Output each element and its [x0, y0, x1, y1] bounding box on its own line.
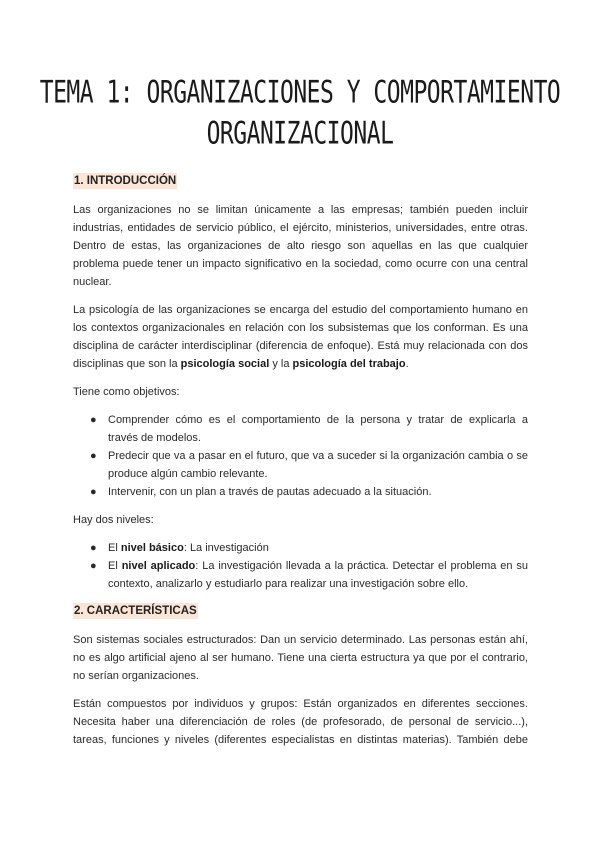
text-line	[108, 539, 528, 557]
bold-term-psicologia-social: psicología social	[180, 358, 270, 370]
text-line: Intervenir, con un plan a través de pautas adecuado a la situación.	[108, 486, 432, 498]
text-line: Están compuestos por individuos y grupos: Están organizados en diferentes secciones.	[73, 698, 528, 710]
list-item	[90, 447, 528, 483]
text-run: : La investigación	[183, 542, 269, 554]
text-line: Comprender cómo es el comportamiento de la persona y tratar de explicarla a	[108, 414, 528, 426]
text-line: no es algo artificial ajeno al ser humano. Tiene una cierta estructura ya que por el contrario,	[73, 652, 528, 664]
text-line: produce algún cambio relevante.	[108, 468, 268, 480]
text-run: El	[108, 560, 122, 572]
list-item	[90, 539, 528, 557]
section-heading-introduccion: 1. INTRODUCCIÓN	[74, 175, 177, 187]
text-run: .	[405, 358, 409, 370]
bullet-icon: ●	[90, 542, 97, 554]
text-line: no serían organizaciones.	[73, 670, 199, 682]
intro-paragraph-2	[73, 301, 528, 373]
bold-term-nivel-basico: nivel básico	[120, 542, 184, 554]
list-item	[90, 411, 528, 447]
text-line	[108, 557, 528, 575]
text-line: Dentro de estas, las organizaciones de alto riesgo son aquellas en las que cualquier	[73, 240, 528, 252]
text-line: través de modelos.	[108, 432, 201, 444]
characteristics-paragraph-2	[73, 695, 528, 749]
text-line: problema puede tener un impacto significativo en la sociedad, como ocurre con una central	[73, 258, 528, 270]
levels-label: Hay dos niveles:	[73, 514, 154, 526]
bullet-icon: ●	[90, 450, 97, 462]
text-line: disciplina de carácter interdisciplinar (diferencia de enfoque). Está muy relacionada con dos	[73, 340, 528, 352]
text-line: La psicología de las organizaciones se encarga del estudio del comportamiento humano en	[73, 304, 528, 316]
levels-list	[90, 539, 528, 593]
text-line: los contextos organizacionales en relación con los subsistemas que los conforman. Es una	[73, 322, 528, 334]
bold-term-nivel-aplicado: nivel aplicado	[121, 560, 196, 572]
text-run: disciplinas que son la	[73, 358, 181, 370]
intro-paragraph-1	[73, 201, 528, 291]
list-item	[90, 557, 528, 593]
text-line: Son sistemas sociales estructurados: Dan un servicio determinado. Las personas están ahí,	[73, 634, 528, 646]
objectives-label: Tiene como objetivos:	[73, 386, 180, 398]
text-line: nuclear.	[73, 276, 112, 288]
bullet-icon: ●	[90, 560, 97, 572]
text-line	[73, 355, 528, 373]
objectives-list	[90, 411, 528, 501]
page-title-line-2: ORGANIZACIONAL	[206, 116, 394, 152]
text-line: Las organizaciones no se limitan únicamente a las empresas; también pueden incluir	[73, 204, 528, 216]
bold-term-psicologia-trabajo: psicología del trabajo	[292, 358, 406, 370]
text-run: y la	[269, 358, 293, 370]
text-line: tareas, funciones y niveles (diferentes especialistas en distintas materias). También debe	[73, 734, 528, 746]
text-line: contexto, analizarlo y estudiarlo para realizar una investigación sobre ello.	[108, 578, 469, 590]
bullet-icon: ●	[90, 414, 97, 426]
section-heading-caracteristicas: 2. CARACTERÍSTICAS	[74, 605, 197, 617]
text-line: Necesita haber una diferenciación de roles (de profesorado, de personal de servicio...),	[73, 716, 528, 728]
bullet-icon: ●	[90, 486, 97, 498]
text-run: El	[108, 542, 121, 554]
text-run: : La investigación llevada a la práctica. Detectar el problema en su	[195, 560, 528, 572]
characteristics-paragraph-1	[73, 631, 528, 685]
text-line: industrias, entidades de servicio público, el ejército, ministerios, universidades, entre otras.	[73, 222, 528, 234]
page-title-line-1: TEMA 1: ORGANIZACIONES Y COMPORTAMIENTO	[39, 75, 561, 111]
text-line: Predecir que va a pasar en el futuro, que va a suceder si la organización cambia o se	[108, 450, 528, 462]
list-item	[90, 483, 528, 501]
